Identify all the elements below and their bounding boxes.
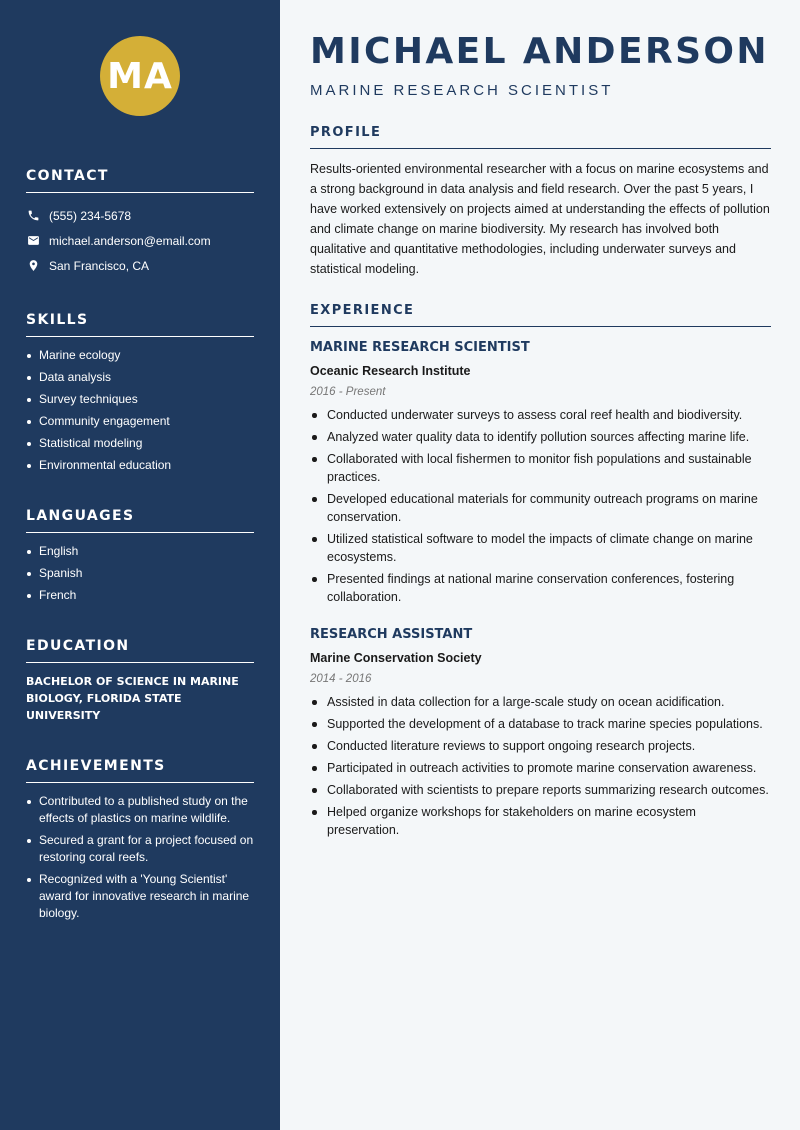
main-content <box>280 0 800 1130</box>
skill-item: Marine ecology <box>26 347 254 364</box>
skill-item: Survey techniques <box>26 391 254 408</box>
skills-heading: SKILLS <box>26 312 254 337</box>
job-dates: 2014 - 2016 <box>310 673 372 685</box>
job-dates: 2016 - Present <box>310 386 386 398</box>
skill-item: Statistical modeling <box>26 435 254 452</box>
job-bullet: Collaborated with local fishermen to monitor fish populations and sustainable practices. <box>310 450 771 486</box>
language-item: English <box>26 543 254 560</box>
achievement-item: Contributed to a published study on the effects of plastics on marine wildlife. <box>26 793 254 827</box>
phone-icon <box>26 209 40 223</box>
job-entry <box>310 339 771 606</box>
language-item: French <box>26 587 254 604</box>
job-entry <box>310 626 771 839</box>
skills-section <box>26 312 254 474</box>
job-organization: Marine Conservation Society <box>310 651 482 665</box>
profile-heading: PROFILE <box>310 125 771 149</box>
job-title: RESEARCH ASSISTANT <box>310 627 473 642</box>
experience-heading: EXPERIENCE <box>310 303 771 327</box>
job-bullet: Supported the development of a database to track marine species populations. <box>310 715 771 733</box>
skill-item: Environmental education <box>26 457 254 474</box>
experience-section <box>310 303 771 839</box>
profile-text: Results-oriented environmental researcher with a focus on marine ecosystems and a strong background in data analysis and field research. Over the past 5 years, I have worked extensively on projects aimed at understanding the effects of pollution and climate change on marine biodiversity. My research has involved both qualitative and quantitative methodologies, including underwater surveys and statistical modeling. <box>310 162 770 276</box>
contact-email <box>26 228 254 253</box>
achievements-heading: ACHIEVEMENTS <box>26 758 254 783</box>
job-bullet: Conducted literature reviews to support ongoing research projects. <box>310 737 771 755</box>
achievement-item: Recognized with a 'Young Scientist' award for innovative research in marine biology. <box>26 871 254 922</box>
languages-section <box>26 508 254 604</box>
candidate-title: MARINE RESEARCH SCIENTIST <box>310 82 614 99</box>
education-heading: EDUCATION <box>26 638 254 663</box>
languages-list <box>26 543 254 604</box>
education-section <box>26 638 254 724</box>
job-bullet: Developed educational materials for community outreach programs on marine conservation. <box>310 490 771 526</box>
contact-phone <box>26 203 254 228</box>
job-bullet: Assisted in data collection for a large-scale study on ocean acidification. <box>310 693 771 711</box>
email-icon <box>26 234 40 248</box>
job-title: MARINE RESEARCH SCIENTIST <box>310 340 530 355</box>
job-bullet: Conducted underwater surveys to assess coral reef health and biodiversity. <box>310 406 771 424</box>
language-item: Spanish <box>26 565 254 582</box>
skills-list <box>26 347 254 474</box>
job-organization: Oceanic Research Institute <box>310 364 471 378</box>
languages-heading: LANGUAGES <box>26 508 254 533</box>
contact-list <box>26 203 254 278</box>
avatar-initials: MA <box>100 36 180 116</box>
contact-location <box>26 253 254 278</box>
sidebar <box>0 0 280 1130</box>
achievement-item: Secured a grant for a project focused on restoring coral reefs. <box>26 832 254 866</box>
contact-section <box>26 168 254 278</box>
job-bullets <box>310 406 771 606</box>
job-bullet: Helped organize workshops for stakeholders on marine ecosystem preservation. <box>310 803 771 839</box>
email-text[interactable]: michael.anderson@email.com <box>49 233 211 248</box>
profile-section <box>310 125 771 279</box>
candidate-name: MICHAEL ANDERSON <box>310 31 769 72</box>
achievements-list <box>26 793 254 922</box>
contact-heading: CONTACT <box>26 168 254 193</box>
job-bullet: Collaborated with scientists to prepare reports summarizing research outcomes. <box>310 781 771 799</box>
location-text: San Francisco, CA <box>49 258 150 273</box>
education-degree: BACHELOR OF SCIENCE IN MARINE BIOLOGY, FLORIDA STATE UNIVERSITY <box>26 675 239 722</box>
phone-text: (555) 234-5678 <box>49 208 132 223</box>
location-pin-icon <box>26 259 40 273</box>
achievements-section <box>26 758 254 922</box>
job-bullets <box>310 693 771 839</box>
job-bullet: Presented findings at national marine conservation conferences, fostering collaboration. <box>310 570 771 606</box>
skill-item: Community engagement <box>26 413 254 430</box>
job-bullet: Analyzed water quality data to identify pollution sources affecting marine life. <box>310 428 771 446</box>
job-bullet: Utilized statistical software to model the impacts of climate change on marine ecosystems. <box>310 530 771 566</box>
job-bullet: Participated in outreach activities to promote marine conservation awareness. <box>310 759 771 777</box>
skill-item: Data analysis <box>26 369 254 386</box>
